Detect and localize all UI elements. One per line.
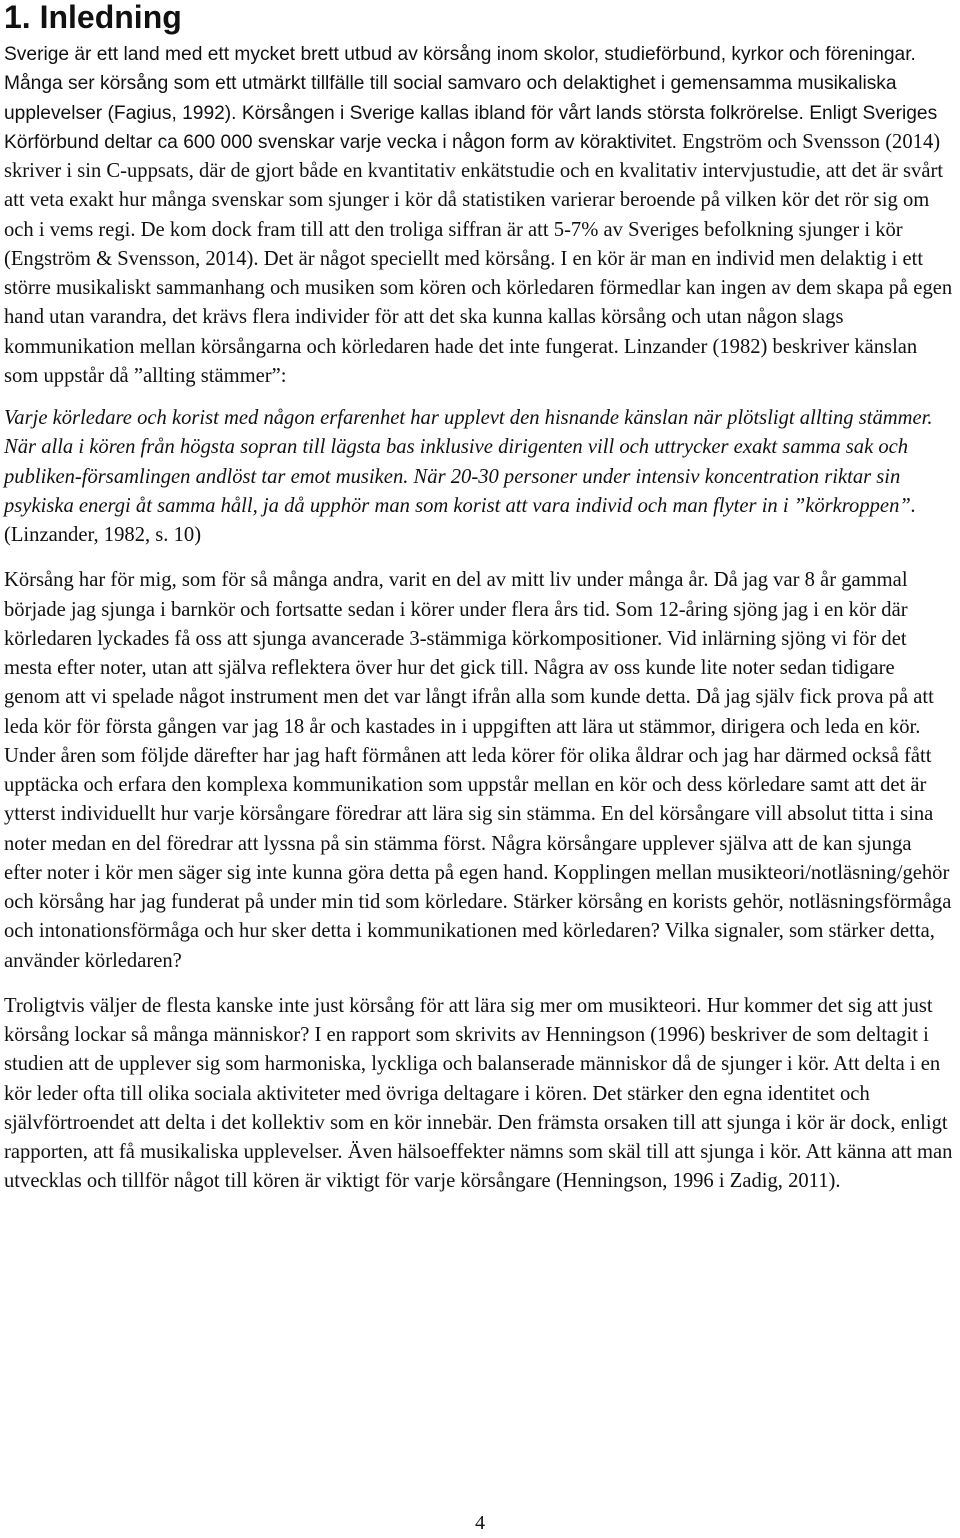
page-number: 4 bbox=[475, 1512, 485, 1534]
intro-serif-text: Engström och Svensson (2014) skriver i sin C-uppsats, där de gjort både en kvantitativ enkätstudie och en kvalitativ intervjustudie, att det är svårt att veta exakt hur många svenskar som sjunger i kör då statistiken varierar beroende på vilken kör det rör sig om och i vems regi. De kom dock fram till att den troliga siffran är att 5-7% av Sveriges befolkning sjunger i kör (Engström & Svensson, 2014). Det är något speciellt med körsång. I en kör är man en individ men delaktig i ett större musikaliskt sammanhang och musiken som kören och körledaren förmedlar kan ingen av dem skapa på egen hand utan varandra, det krävs flera individer för att det ska kunna kallas körsång och utan någon slags kommunikation mellan körsångarna och körledaren hade det inte fungerat. Linzander (1982) beskriver känslan som uppstår då ”allting stämmer”: bbox=[4, 130, 953, 387]
paragraph-2: Körsång har för mig, som för så många andra, varit en del av mitt liv under många år. Då jag var 8 år gammal började jag sjunga i barnkör och fortsatte sedan i körer under flera års tid. Som 12-åring sjöng jag i en kör där körledaren lyckades få oss att sjunga avancerade 3-stämmiga körkompositioner. Vid inlärning sjöng vi för det mesta efter noter, utan att själva reflektera över hur det gick till. Några av oss kunde lite noter sedan tidigare genom att vi spelade något instrument men det var långt ifrån alla som kunde detta. Då jag själv fick prova på att leda kör för första gången var jag 18 år och kastades in i uppgiften att lära ut stämmor, dirigera och leda en kör. Under åren som följde därefter har jag haft förmånen att leda körer för olika åldrar och jag har därmed också fått upptäcka och erfara den komplexa kommunikation som uppstår mellan en kör och dess körledare samt att det är ytterst individuellt hur varje körsångare föredrar att lära sig sin stämma. En del körsångare vill absolut titta i sina noter medan en del föredrar att lyssna på sin stämma först. Några körsångare upplever själva att de kan sjunga efter noter i kör men säger sig inte kunna göra detta på egen hand. Kopplingen mellan musikteori/notläsning/gehör och körsång har jag funderat på under min tid som körledare. Stärker körsång en korists gehör, notläsningsförmåga och intonationsförmåga och hur sker detta i kommunikationen med körledaren? Vilka signaler, som stärker detta, använder körledaren? bbox=[4, 569, 952, 972]
block-quote bbox=[4, 404, 954, 550]
document-page bbox=[4, 0, 954, 1197]
paragraph-3: Troligtvis väljer de flesta kanske inte just körsång för att lära sig mer om musikteori. Hur kommer det sig att just körsång lockar så många människor? I en rapport som skrivits av Henningson (1996) beskriver de som deltagit i studien att de upplever sig som harmoniska, lyckliga och balanserade människor då de sjunger i kör. Att delta i en kör leder ofta till olika sociala aktiviteter med övriga deltagare i kören. Det stärker den egna identitet och självförtroendet att delta i det kollektiv som en kör innebär. Den främsta orsaken till att sjunga i kör är dock, enligt rapporten, att få musikaliska upplevelser. Även hälsoeffekter nämns som skäl till att sjunga i kör. Att känna att man utvecklas och tillför något till kören är viktigt för varje körsångare (Henningson, 1996 i Zadig, 2011). bbox=[4, 994, 953, 1193]
intro-paragraph bbox=[4, 40, 954, 391]
section-heading: 1. Inledning bbox=[4, 0, 182, 35]
quote-text: Varje körledare och korist med någon erfarenhet har upplevt den hisnande känslan när plötsligt allting stämmer. När alla i kören från högsta sopran till lägsta bas inklusive dirigenten vill och uttrycker exakt samma sak och publiken-församlingen andlöst tar emot musiken. När 20-30 personer under intensiv koncentration riktar sin psykiska energi åt samma håll, ja då upphör man som korist att vara individ och man flyter in i ”körkroppen”. bbox=[4, 407, 933, 517]
intro-sans-text: Sverige är ett land med ett mycket brett utbud av körsång inom skolor, studieförbund, kyrkor och föreningar. Många ser körsång som ett utmärkt tillfälle till social samvaro och delaktighet i gemensamma musikaliska upplevelser (Fagius, 1992). Körsången i Sverige kallas ibland för vårt lands största folkrörelse. Enligt Sveriges Körförbund deltar ca 600 000 svenskar varje vecka i någon form av köraktivitet. bbox=[4, 44, 938, 153]
quote-reference: (Linzander, 1982, s. 10) bbox=[4, 524, 202, 546]
